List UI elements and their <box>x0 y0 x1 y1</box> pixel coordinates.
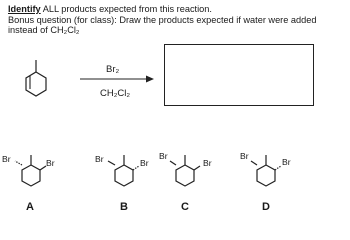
choice-d-structure <box>251 155 281 186</box>
reagent-solvent: CH₂Cl₂ <box>100 88 131 99</box>
reagent-bromine: Br₂ <box>106 64 120 75</box>
choice-c-br-right: Br <box>203 158 212 168</box>
choice-a-br-right: Br <box>46 158 55 168</box>
choice-d-br-right: Br <box>282 157 291 167</box>
choice-a-structure <box>15 155 46 186</box>
choice-a-br-left: Br <box>2 154 11 164</box>
choice-d-br-left: Br <box>240 151 249 161</box>
choice-c-label[interactable]: C <box>181 201 189 213</box>
choice-b-br-left: Br <box>95 154 104 164</box>
choice-d-label[interactable]: D <box>262 201 270 213</box>
choice-b-br-right: Br <box>140 158 149 168</box>
bonus-question-line-2: instead of CH₂Cl₂ <box>8 25 80 35</box>
choice-c-br-left: Br <box>159 151 168 161</box>
identify-keyword: Identify <box>8 4 41 14</box>
choice-a-label[interactable]: A <box>26 201 34 213</box>
choice-b-structure <box>108 155 139 186</box>
reaction-arrow <box>80 76 154 83</box>
answer-box[interactable] <box>164 44 314 106</box>
choice-b-label[interactable]: B <box>120 201 128 213</box>
choice-c-structure <box>170 155 200 186</box>
question-line-1-text: ALL products expected from this reaction. <box>40 4 212 14</box>
bonus-question-line: Bonus question (for class): Draw the products expected if water were added <box>8 14 317 25</box>
starting-material-methylcyclohexene <box>26 60 46 96</box>
